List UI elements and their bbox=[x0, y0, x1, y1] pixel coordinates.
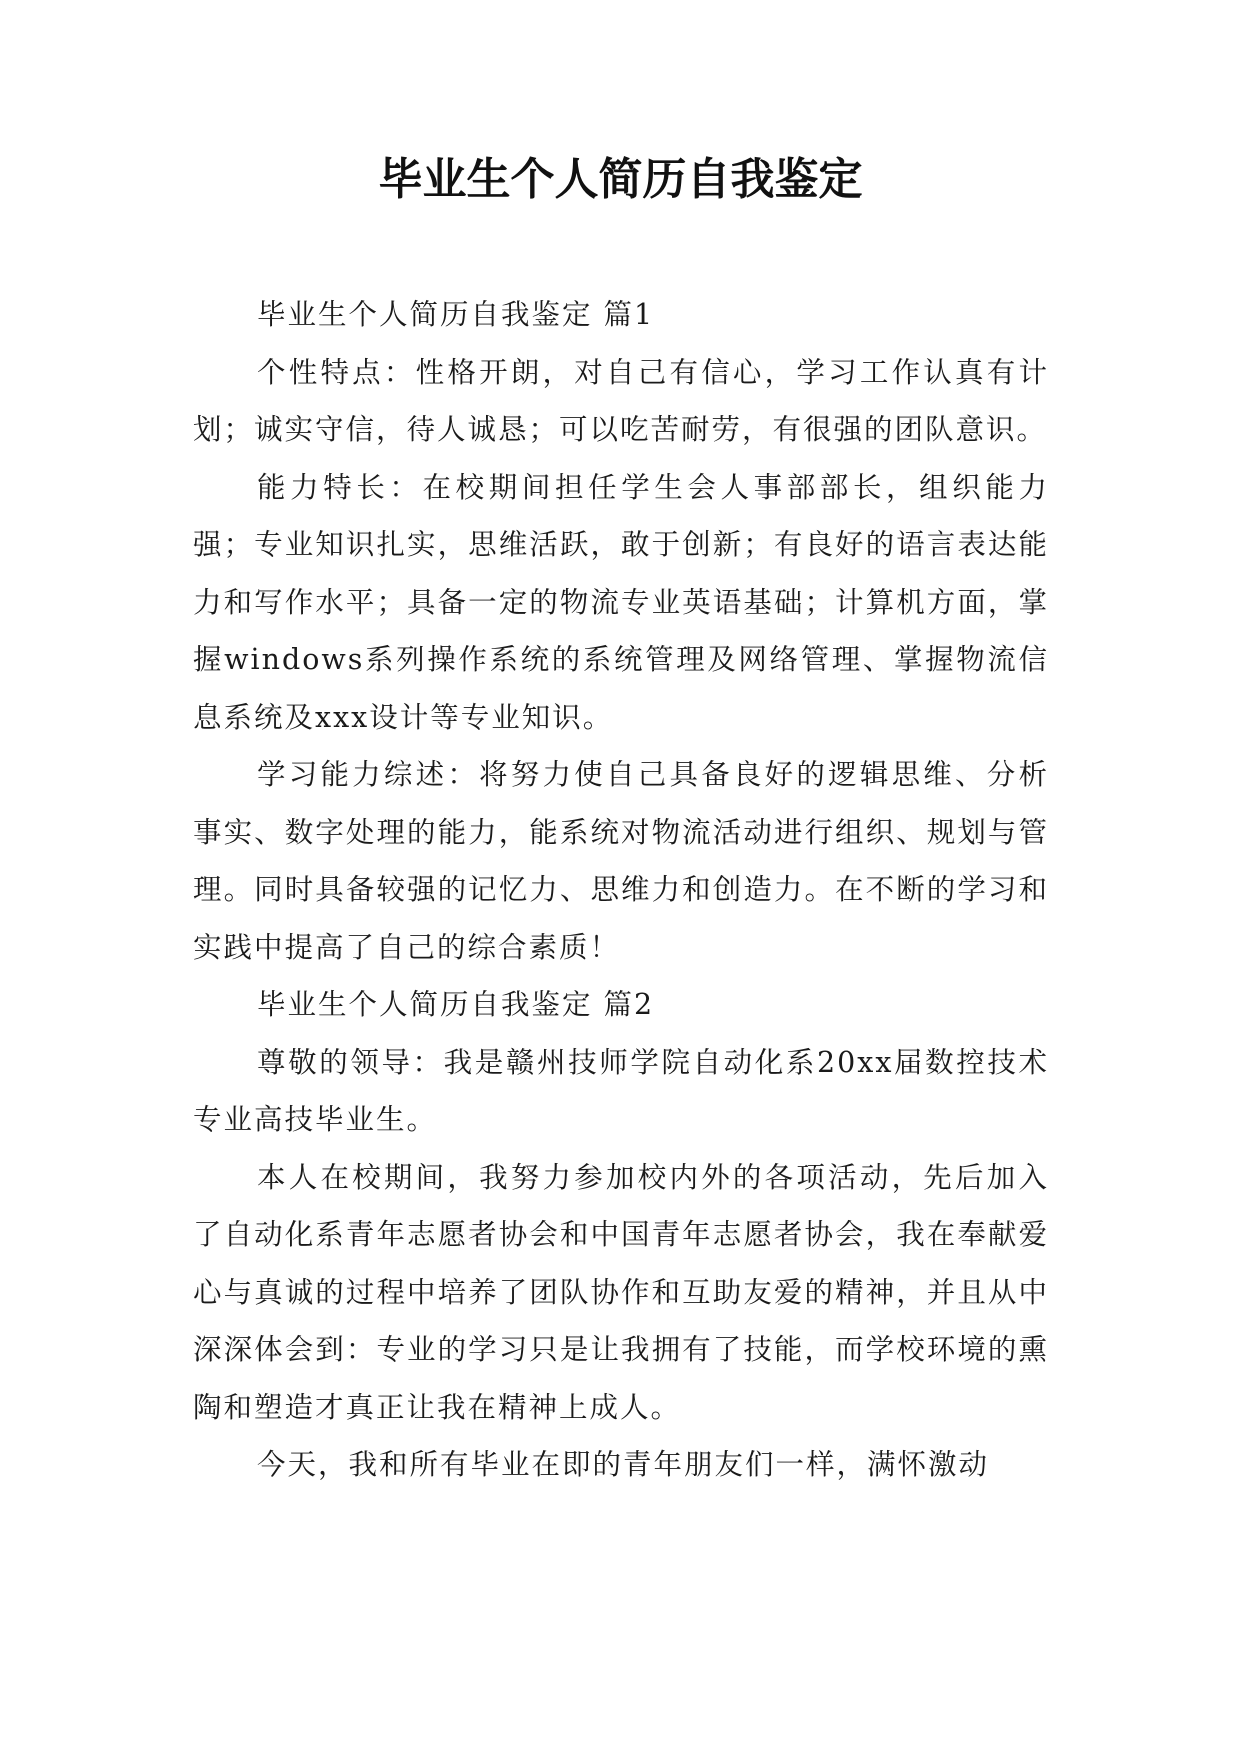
document-title: 毕业生个人简历自我鉴定 bbox=[378, 154, 863, 205]
section-heading-2: 毕业生个人简历自我鉴定 篇2 bbox=[257, 988, 655, 1021]
paragraph-today: 今天，我和所有毕业在即的青年朋友们一样，满怀激动 bbox=[257, 1448, 990, 1481]
paragraph-school-activities: 本人在校期间，我努力参加校内外的各项活动，先后加入了自动化系青年志愿者协会和中国青年志愿者协会，我在奉献爱心与真诚的过程中培养了团队协作和互助友爱的精神，并且从中深深体会到：专业的学习只是让我拥有了技能，而学校环境的熏陶和塑造才真正让我在精神上成人。 bbox=[193, 1160, 1049, 1424]
section-heading-1: 毕业生个人简历自我鉴定 篇1 bbox=[257, 298, 655, 331]
paragraph-personality: 个性特点：性格开朗，对自己有信心，学习工作认真有计划；诚实守信，待人诚恳；可以吃苦耐劳，有很强的团队意识。 bbox=[193, 355, 1049, 446]
document-body bbox=[193, 286, 1049, 1494]
paragraph-abilities: 能力特长：在校期间担任学生会人事部部长，组织能力强；专业知识扎实，思维活跃，敢于创新；有良好的语言表达能力和写作水平；具备一定的物流专业英语基础；计算机方面，掌握windows系列操作系统的系统管理及网络管理、掌握物流信息系统及xxx设计等专业知识。 bbox=[193, 470, 1049, 734]
paragraph-learning-ability: 学习能力综述：将努力使自己具备良好的逻辑思维、分析事实、数字处理的能力，能系统对物流活动进行组织、规划与管理。同时具备较强的记忆力、思维力和创造力。在不断的学习和实践中提高了自己的综合素质！ bbox=[193, 758, 1049, 964]
paragraph-greeting: 尊敬的领导：我是赣州技师学院自动化系20xx届数控技术专业高技毕业生。 bbox=[193, 1045, 1049, 1136]
